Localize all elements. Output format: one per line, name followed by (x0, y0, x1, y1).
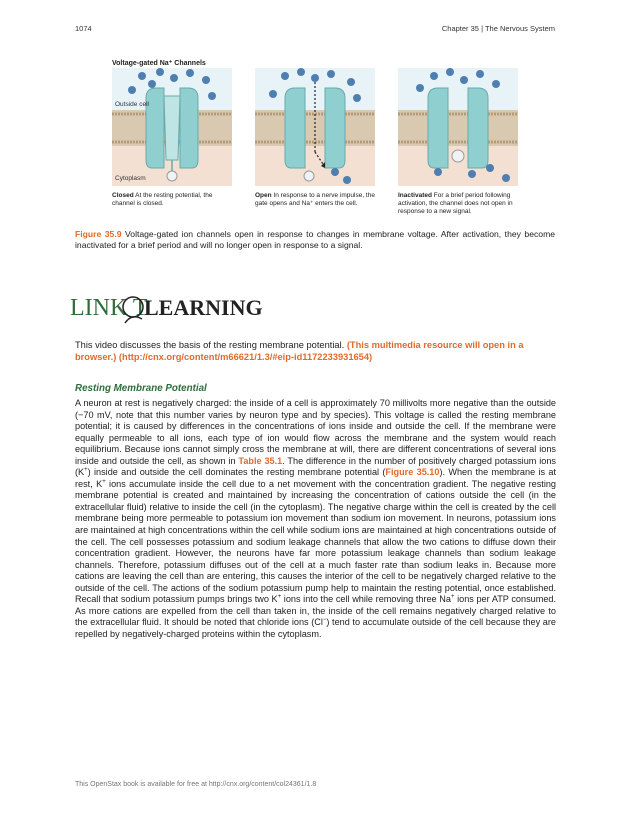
caption-inactivated: Inactivated For a brief period following activation, the channel does not open in response to a new signal. (398, 192, 513, 215)
section-heading: Resting Membrane Potential (75, 383, 207, 394)
figure-caption: Figure 35.9 Voltage-gated ion channels open in response to changes in membrane voltage. After activation, they become inactivated for a brief period and will no longer open in response to a signal. (75, 229, 556, 250)
figure-ref-link[interactable]: Figure 35.10 (385, 467, 440, 478)
svg-text:LINK T: LINK T (70, 295, 148, 321)
link-to-learning-text: This video discusses the basis of the resting membrane potential. (This multimedia resource will open in a browser.) (http://cnx.org/content/m66621/1.3/#eip-id1172233931654) (75, 340, 524, 362)
channel-panel-inactivated (398, 68, 518, 186)
body-paragraph: A neuron at rest is negatively charged: the inside of a cell is approximately 70 millivolts more negative than the outside (−70 mV, note that this number varies by neuron type and by species). This voltage is called the resting membrane potential; it is caused by differences in the concentrations of ions inside and outside the cell. If the membrane were equally permeable to all ions, each type of ion would flow across the membrane and the system would reach equilibrium. Because ions cannot simply cross the membrane at will, there are different concentrations of several ions inside and outside the cell, as shown in Table 35.1. The difference in the number of positively charged potassium ions (K+) inside and outside the cell dominates the resting membrane potential (Figure 35.10). When the membrane is at rest, K+ ions accumulate inside the cell due to a net movement with the concentration gradient. The negative resting membrane potential is created and maintained by increasing the concentration of cations outside the cell (in the extracellular fluid) relative to inside the cell (in the cytoplasm). The negative charge within the cell is created by the cell membrane being more permeable to potassium ion movement than sodium ion movement. In neurons, potassium ions are maintained at high concentrations within the cell while sodium ions are maintained at high concentrations outside of the cell. The cell possesses potassium and sodium leakage channels that allow the two cations to diffuse down their concentration gradient. However, the neurons have far more potassium leakage channels than sodium leakage channels. Therefore, potassium diffuses out of the cell at a much faster rate than sodium leaks in. Because more cations are leaving the cell than are entering, this causes the interior of the cell to be negatively charged relative to the outside of the cell. The actions of the sodium potassium pump help to maintain the resting potential, once established. Recall that sodium potassium pumps brings two K+ ions into the cell while removing three Na+ ions per ATP consumed. As more cations are expelled from the cell than taken in, the inside of the cell remains negatively charged relative to the extracellular fluid. It should be noted that chloride ions (Cl−) tend to accumulate outside of the cell because they are repelled by negatively-charged proteins within the cytoplasm. (75, 398, 556, 639)
table-ref-link[interactable]: Table 35.1 (238, 455, 283, 466)
channel-panel-closed (112, 68, 232, 186)
caption-open: Open In response to a nerve impulse, the gate opens and Na⁺ enters the cell. (255, 192, 375, 207)
multimedia-link[interactable]: (This multimedia resource will open in a browser.) (http://cnx.org/content/m66621/1.3/#eip-id1172233931654) (75, 340, 524, 362)
footer-note: This OpenStax book is available for free at http://cnx.org/content/col24361/1.8 (75, 781, 317, 788)
svg-text:LEARNING: LEARNING (144, 295, 263, 320)
page-number: 1074 (75, 24, 92, 33)
chapter-title: Chapter 35 | The Nervous System (441, 24, 555, 33)
caption-closed: Closed At the resting potential, the channel is closed. (112, 192, 213, 207)
label-cytoplasm: Cytoplasm (115, 175, 146, 182)
link-to-learning-logo (70, 283, 270, 333)
label-outside-cell: Outside cell (115, 101, 149, 108)
channel-panel-open (255, 68, 375, 186)
figure-title: Voltage-gated Na⁺ Channels (112, 60, 206, 67)
